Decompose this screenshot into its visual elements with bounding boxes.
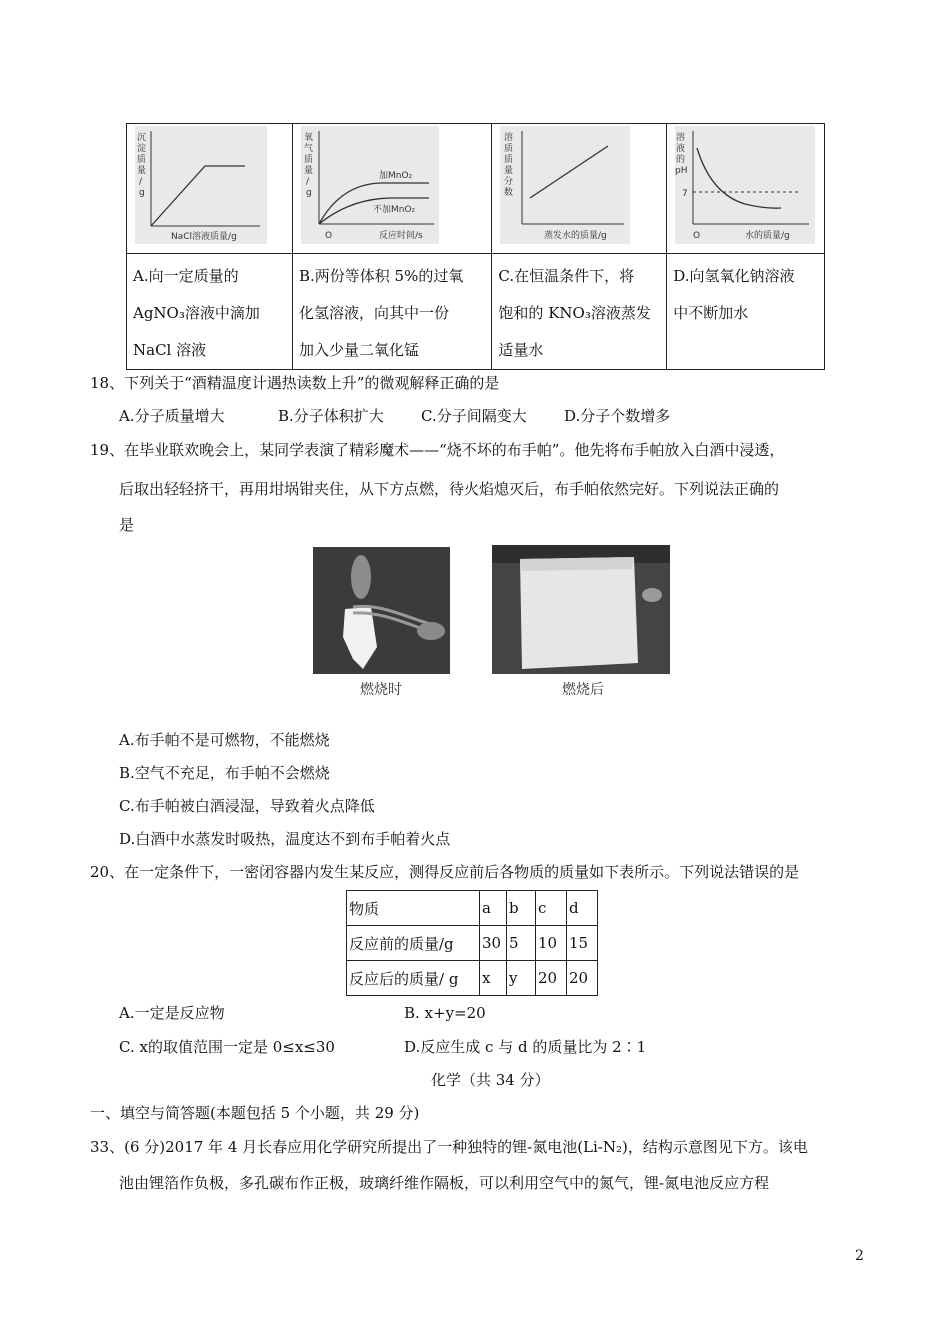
- option-a-cell: A.向一定质量的 AgNO₃溶液中滴加 NaCl 溶液: [127, 253, 293, 369]
- graph-b-svg: [301, 126, 439, 244]
- svg-text:g: g: [305, 188, 312, 198]
- graph-d-svg: [675, 126, 815, 244]
- q19-option-b: B.空气不充足，布手帕不会燃烧: [119, 764, 330, 782]
- svg-text:O: O: [324, 231, 333, 241]
- q33-line-2: 池由锂箔作负极，多孔碳布作正极，玻璃纤维作隔板，可以利用空气中的氮气，锂-氮电池反应方程: [119, 1174, 770, 1192]
- photo-burning-svg: [313, 547, 450, 674]
- option-d-cell: D.向氢氧化钠溶液 中不断加水: [667, 253, 825, 369]
- option-b-cell: B.两份等体积 5%的过氧 化氢溶液，向其中一份 加入少量二氧化锰: [292, 253, 491, 369]
- chem-title: 化学（共 34 分）: [431, 1071, 550, 1089]
- table-row: 反应前的质量/g 30 5 10 15: [347, 926, 598, 961]
- q18-option-b: B.分子体积扩大: [278, 407, 384, 425]
- graph-c: [500, 126, 630, 244]
- q18-option-a: A.分子质量增大: [119, 407, 225, 425]
- photo-burning: [313, 547, 450, 674]
- svg-text:pH: pH: [675, 166, 688, 176]
- q18-stem: 18、下列关于“酒精温度计遇热读数上升”的微观解释正确的是: [90, 374, 500, 392]
- graph-d-xlabel: 水的质量/g: [745, 231, 790, 241]
- svg-text:量: 量: [504, 166, 514, 176]
- graph-b-curve-2-label: 不加MnO₂: [372, 205, 416, 215]
- q20-option-a: A.一定是反应物: [119, 1004, 225, 1022]
- graph-c-svg: [500, 126, 630, 244]
- svg-text:质: 质: [303, 155, 313, 165]
- graph-d-mark: 7: [682, 189, 688, 199]
- q33-line-1: 33、(6 分)2017 年 4 月长春应用化学研究所提出了一种独特的锂-氮电池(Li-N₂)，结构示意图见下方。该电: [90, 1138, 808, 1156]
- svg-text:质: 质: [504, 155, 514, 165]
- q18-option-c: C.分子间隔变大: [421, 407, 527, 425]
- svg-text:/: /: [139, 177, 143, 187]
- table-row: 物质 a b c d: [347, 891, 598, 926]
- svg-text:量: 量: [137, 166, 147, 176]
- svg-text:淀: 淀: [137, 144, 147, 154]
- svg-text:/: /: [305, 177, 310, 187]
- graph-b-curve-1-label: 加MnO₂: [378, 171, 413, 181]
- svg-text:气: 气: [303, 144, 313, 154]
- svg-text:量: 量: [303, 166, 313, 176]
- q20-option-d: D.反应生成 c 与 d 的质量比为 2∶1: [404, 1038, 647, 1056]
- q19-option-c: C.布手帕被白酒浸湿，导致着火点降低: [119, 797, 375, 815]
- graph-a-curve: [151, 166, 245, 226]
- graph-a-svg: [135, 126, 267, 244]
- svg-text:g: g: [139, 188, 145, 198]
- option-c-cell: C.在恒温条件下，将 饱和的 KNO₃溶液蒸发 适量水: [492, 253, 667, 369]
- q20-option-c: C. x的取值范围一定是 0≤x≤30: [119, 1038, 335, 1056]
- page-number: 2: [855, 1248, 864, 1264]
- graph-d: [675, 126, 815, 244]
- svg-text:O: O: [693, 231, 701, 241]
- section-title: 一、填空与简答题(本题包括 5 个小题，共 29 分): [90, 1104, 420, 1122]
- svg-text:分: 分: [504, 177, 514, 187]
- graph-cell-a: [127, 124, 293, 254]
- graph-cell-d: [667, 124, 825, 254]
- graph-a-ylabel-0: 沉: [137, 133, 147, 143]
- table-row: 反应后的质量/ g x y 20 20: [347, 961, 598, 996]
- q20-option-b: B. x+y=20: [404, 1004, 486, 1022]
- q19-option-a: A.布手帕不是可燃物，不能燃烧: [119, 731, 330, 749]
- q18-option-d: D.分子个数增多: [564, 407, 671, 425]
- q19-stem-line-2: 后取出轻轻挤干，再用坩埚钳夹住，从下方点燃，待火焰熄灭后，布手帕依然完好。下列说法正确的: [119, 480, 780, 498]
- svg-text:液: 液: [676, 144, 686, 154]
- graph-c-curve: [530, 146, 608, 198]
- graph-d-curve: [697, 148, 781, 208]
- graph-cell-c: [492, 124, 667, 254]
- photo-after-burning-caption: 燃烧后: [562, 682, 604, 698]
- svg-text:数: 数: [504, 188, 514, 198]
- q17-graph-table: [126, 123, 825, 370]
- q19-option-d: D.白酒中水蒸发时吸热，温度达不到布手帕着火点: [119, 830, 451, 848]
- photo-after-burning-svg: [492, 545, 670, 674]
- q20-data-table: [346, 890, 598, 996]
- graph-a-xlabel: NaCl溶液质量/g: [171, 232, 237, 242]
- photo-after-burning: [492, 545, 670, 674]
- svg-text:溶: 溶: [676, 133, 686, 143]
- q19-stem-line-3: 是: [119, 516, 135, 534]
- graph-b-xlabel: 反应时间/s: [378, 231, 423, 241]
- q20-stem: 20、在一定条件下，一密闭容器内发生某反应，测得反应前后各物质的质量如下表所示。下列说法错误的是: [90, 863, 800, 881]
- graph-b: [301, 126, 439, 244]
- svg-text:的: 的: [676, 155, 686, 165]
- svg-text:溶: 溶: [504, 133, 514, 143]
- graph-b-curve-1: [319, 183, 429, 224]
- svg-text:氧: 氧: [303, 133, 313, 143]
- graph-cell-b: [292, 124, 491, 254]
- graph-a: [135, 126, 267, 244]
- photo-burning-caption: 燃烧时: [360, 682, 402, 698]
- svg-text:质: 质: [137, 155, 147, 165]
- graph-c-xlabel: 蒸发水的质量/g: [544, 231, 608, 241]
- q19-stem-line-1: 19、在毕业联欢晚会上，某同学表演了精彩魔术——“烧不坏的布手帕”。他先将布手帕放入白酒中浸透，: [90, 441, 785, 459]
- svg-text:质: 质: [504, 144, 514, 154]
